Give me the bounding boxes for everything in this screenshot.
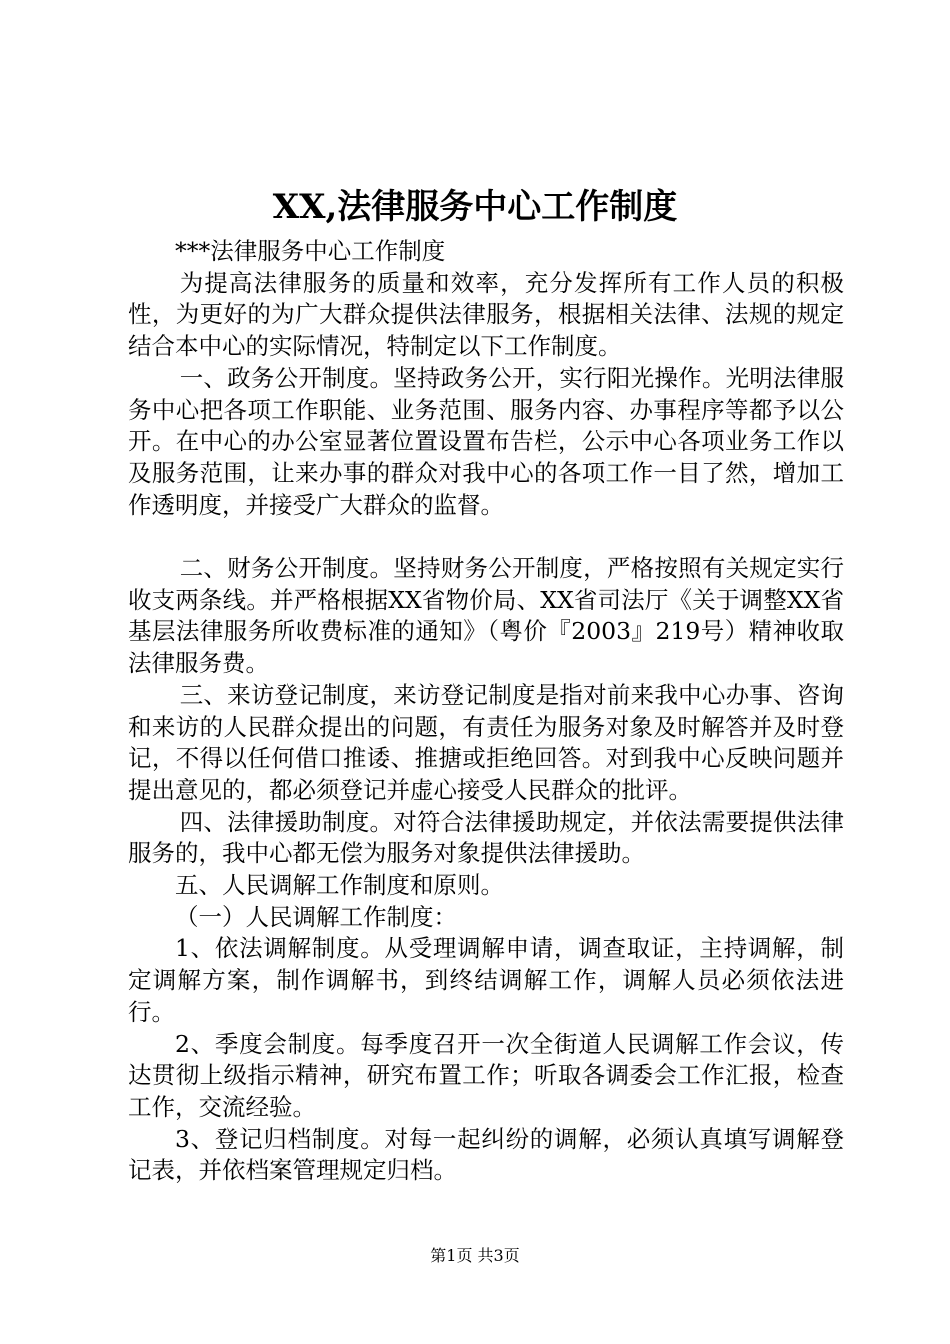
paragraph-mediation-item-2: 2、季度会制度。每季度召开一次全街道人民调解工作会议，传达贯彻上级指示精神，研究布置工作；听取各调委会工作汇报，检查工作，交流经验。 bbox=[128, 1029, 844, 1121]
paragraph-legal-aid: 四、法律援助制度。对符合法律援助规定，并依法需要提供法律服务的，我中心都无偿为服务对象提供法律援助。 bbox=[128, 807, 844, 868]
paragraph-finance: 二、财务公开制度。坚持财务公开制度，严格按照有关规定实行收支两条线。并严格根据XX省物价局、XX省司法厅《关于调整XX省基层法律服务所收费标准的通知》（粤价『2003』219号）精神收取法律服务费。 bbox=[128, 554, 844, 678]
paragraph-mediation-item-1: 1、依法调解制度。从受理调解申请，调查取证，主持调解，制定调解方案，制作调解书，到终结调解工作，调解人员必须依法进行。 bbox=[128, 934, 844, 1026]
blank-line bbox=[128, 521, 844, 553]
document-subtitle: ***法律服务中心工作制度 bbox=[175, 237, 446, 265]
paragraph-mediation-item-3: 3、登记归档制度。对每一起纠纷的调解，必须认真填写调解登记表，并依档案管理规定归档。 bbox=[128, 1124, 844, 1185]
paragraph-government-affairs: 一、政务公开制度。坚持政务公开，实行阳光操作。光明法律服务中心把各项工作职能、业务范围、服务内容、办事程序等都予以公开。在中心的办公室显著位置设置布告栏，公示中心各项业务工作以及服务范围，让来办事的群众对我中心的各项工作一目了然，增加工作透明度，并接受广大群众的监督。 bbox=[128, 363, 844, 519]
paragraph-mediation-subheading: （一）人民调解工作制度： bbox=[175, 902, 457, 931]
page-number-footer: 第1页 共3页 bbox=[430, 1246, 520, 1265]
paragraph-mediation-heading: 五、人民调解工作制度和原则。 bbox=[175, 871, 504, 900]
paragraph-visitor-registration: 三、来访登记制度，来访登记制度是指对前来我中心办事、咨询和来访的人民群众提出的问题，有责任为服务对象及时解答并及时登记，不得以任何借口推诿、推搪或拒绝回答。对到我中心反映问题并提出意见的，都必须登记并虚心接受人民群众的批评。 bbox=[128, 680, 844, 804]
document-title: XX,法律服务中心工作制度 bbox=[272, 187, 678, 227]
paragraph-intro: 为提高法律服务的质量和效率，充分发挥所有工作人员的积极性，为更好的为广大群众提供法律服务，根据相关法律、法规的规定结合本中心的实际情况，特制定以下工作制度。 bbox=[128, 268, 844, 361]
document-body bbox=[128, 236, 844, 1187]
